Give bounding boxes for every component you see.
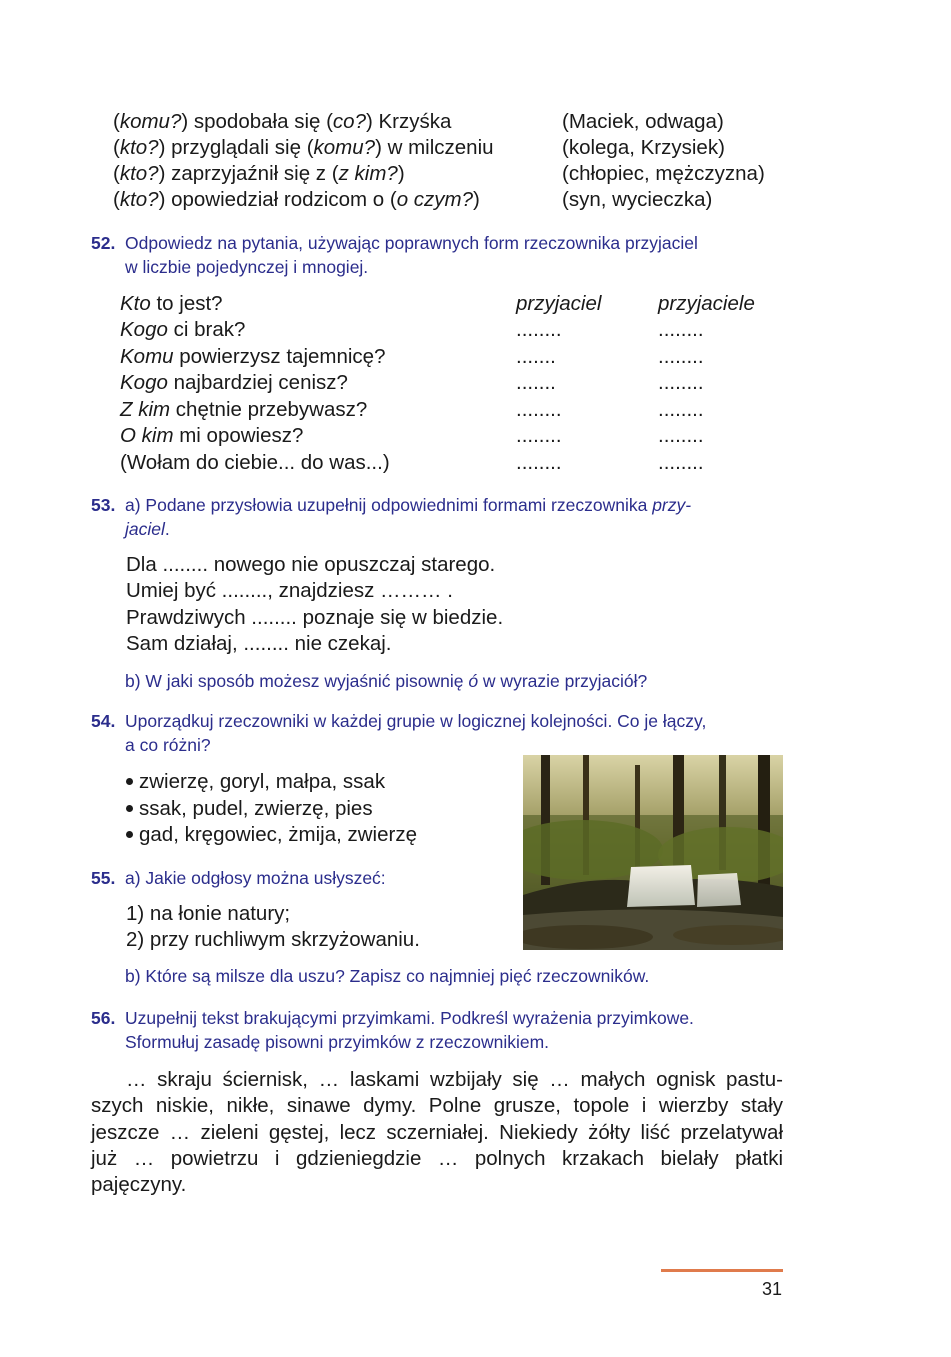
list-item: ssak, pudel, zwierzę, pies	[126, 796, 373, 823]
blank: ........	[658, 318, 704, 341]
blank: ........	[658, 451, 704, 474]
proverb-line: Prawdziwych ........ poznaje się w biedzie.	[126, 606, 504, 629]
paragraph-line: szych niskie, nikłe, sinawe dymy. Polne grusze, topole i wierzby stały	[91, 1094, 783, 1118]
table-row: Kogo najbardziej cenisz?	[120, 371, 348, 394]
blank: ........	[516, 424, 562, 447]
top-row: (kto?) opowiedział rodzicom o (o czym?)	[113, 188, 480, 211]
bullet-icon	[126, 831, 133, 838]
exercise-instruction: w liczbie pojedynczej i mnogiej.	[125, 257, 369, 277]
table-header-plural: przyjaciele	[658, 292, 755, 315]
table-header-question: Kto to jest?	[120, 292, 223, 315]
exercise-subtask: b) Które są milsze dla uszu? Zapisz co najmniej pięć rzeczowników.	[125, 966, 650, 986]
exercise-number: 52.	[91, 233, 116, 253]
table-row: Z kim chętnie przebywasz?	[120, 398, 368, 421]
list-item: gad, kręgowiec, żmija, zwierzę	[126, 822, 417, 849]
exercise-instruction: Sformułuj zasadę pisowni przyimków z rzeczownikiem.	[125, 1032, 550, 1052]
table-row: (Wołam do ciebie... do was...)	[120, 451, 390, 474]
list-item: zwierzę, goryl, małpa, ssak	[126, 769, 385, 796]
paragraph-line: pajęczyny.	[91, 1173, 187, 1197]
blank: ........	[658, 398, 704, 421]
exercise-number: 54.	[91, 711, 116, 731]
paragraph-line: … skraju ściernisk, … laskami wzbijały się … małych ognisk pastu-	[126, 1068, 783, 1091]
exercise-instruction: Uporządkuj rzeczowniki w każdej grupie w logicznej kolejności. Co je łączy,	[125, 711, 707, 731]
exercise-instruction: a) Jakie odgłosy można usłyszeć:	[125, 868, 386, 888]
blank: ........	[658, 345, 704, 368]
top-row-hint: (chłopiec, mężczyzna)	[562, 162, 765, 185]
table-header-singular: przyjaciel	[516, 292, 602, 315]
forest-waterfall-image	[523, 755, 783, 950]
top-row-hint: (kolega, Krzysiek)	[562, 136, 725, 159]
exercise-instruction: jaciel.	[125, 519, 170, 539]
exercise-instruction: a co różni?	[125, 735, 211, 755]
blank: ........	[516, 318, 562, 341]
table-row: Komu powierzysz tajemnicę?	[120, 345, 386, 368]
page-number: 31	[761, 1279, 782, 1299]
paragraph-line: jeszcze … zieleni gęstej, lecz sczerniałej. Niekiedy żółty liść przelatywał	[91, 1120, 783, 1144]
top-row: (kto?) zaprzyjaźnił się z (z kim?)	[113, 162, 405, 185]
exercise-instruction: Odpowiedz na pytania, używając poprawnych form rzeczownika przyjaciel	[125, 233, 698, 253]
paragraph-line: już … powietrzu i gdzieniegdzie … polnych krzakach bielały płatki	[91, 1146, 783, 1170]
blank: ........	[516, 451, 562, 474]
blank: .......	[516, 345, 556, 368]
proverb-line: Umiej być ........, znajdziesz ……… .	[126, 579, 453, 602]
list-item: 2) przy ruchliwym skrzyżowaniu.	[126, 928, 420, 951]
exercise-number: 56.	[91, 1008, 116, 1028]
exercise-number: 55.	[91, 868, 116, 888]
top-row: (komu?) spodobała się (co?) Krzyśka	[113, 110, 452, 133]
top-row: (kto?) przyglądali się (komu?) w milczeniu	[113, 136, 494, 159]
exercise-instruction: a) Podane przysłowia uzupełnij odpowiednimi formami rzeczownika przy-	[125, 495, 692, 515]
proverb-line: Sam działaj, ........ nie czekaj.	[126, 632, 392, 655]
list-item: 1) na łonie natury;	[126, 902, 291, 925]
exercise-number: 53.	[91, 495, 116, 515]
blank: .......	[516, 371, 556, 394]
table-row: Kogo ci brak?	[120, 318, 246, 341]
proverb-line: Dla ........ nowego nie opuszczaj starego.	[126, 553, 496, 576]
bullet-icon	[126, 805, 133, 812]
footer-rule	[661, 1269, 783, 1272]
blank: ........	[658, 424, 704, 447]
exercise-subtask: b) W jaki sposób możesz wyjaśnić pisownię ó w wyrazie przyjaciół?	[125, 671, 648, 691]
exercise-paragraph	[91, 1067, 783, 1198]
blank: ........	[516, 398, 562, 421]
exercise-instruction: Uzupełnij tekst brakującymi przyimkami. Podkreśl wyrażenia przyimkowe.	[125, 1008, 694, 1028]
bullet-icon	[126, 778, 133, 785]
top-row-hint: (syn, wycieczka)	[562, 188, 713, 211]
blank: ........	[658, 371, 704, 394]
top-row-hint: (Maciek, odwaga)	[562, 110, 724, 133]
table-row: O kim mi opowiesz?	[120, 424, 304, 447]
